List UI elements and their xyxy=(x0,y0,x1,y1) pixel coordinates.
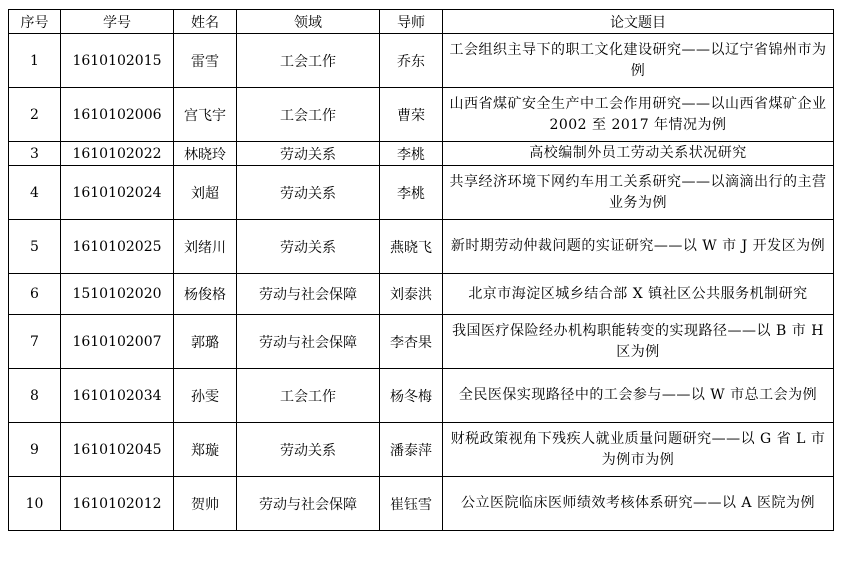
cell-field: 工会工作 xyxy=(237,88,380,142)
header-index: 序号 xyxy=(9,10,61,34)
thesis-table xyxy=(8,9,834,531)
cell-advisor: 杨冬梅 xyxy=(380,369,443,423)
header-title: 论文题目 xyxy=(443,10,834,34)
header-advisor: 导师 xyxy=(380,10,443,34)
cell-title: 新时期劳动仲裁问题的实证研究——以 W 市 J 开发区为例 xyxy=(443,220,834,274)
cell-index: 10 xyxy=(9,477,61,531)
table-row xyxy=(9,423,834,477)
header-name: 姓名 xyxy=(174,10,237,34)
cell-field: 劳动与社会保障 xyxy=(237,315,380,369)
cell-name: 孙雯 xyxy=(174,369,237,423)
cell-title: 工会组织主导下的职工文化建设研究——以辽宁省锦州市为例 xyxy=(443,34,834,88)
cell-title: 财税政策视角下残疾人就业质量问题研究——以 G 省 L 市为例市为例 xyxy=(443,423,834,477)
cell-title: 北京市海淀区城乡结合部 X 镇社区公共服务机制研究 xyxy=(443,274,834,315)
table-row xyxy=(9,142,834,166)
cell-index: 3 xyxy=(9,142,61,166)
cell-title: 我国医疗保险经办机构职能转变的实现路径——以 B 市 H 区为例 xyxy=(443,315,834,369)
cell-name: 刘绪川 xyxy=(174,220,237,274)
cell-student-id: 1610102006 xyxy=(61,88,174,142)
cell-name: 郑璇 xyxy=(174,423,237,477)
header-field: 领域 xyxy=(237,10,380,34)
cell-name: 宫飞宇 xyxy=(174,88,237,142)
cell-advisor: 乔东 xyxy=(380,34,443,88)
cell-student-id: 1610102025 xyxy=(61,220,174,274)
cell-index: 5 xyxy=(9,220,61,274)
cell-title: 高校编制外员工劳动关系状况研究 xyxy=(443,142,834,166)
cell-field: 劳动关系 xyxy=(237,423,380,477)
cell-student-id: 1610102015 xyxy=(61,34,174,88)
cell-index: 8 xyxy=(9,369,61,423)
cell-advisor: 崔钰雪 xyxy=(380,477,443,531)
cell-student-id: 1610102022 xyxy=(61,142,174,166)
cell-student-id: 1510102020 xyxy=(61,274,174,315)
cell-field: 劳动关系 xyxy=(237,220,380,274)
cell-name: 杨俊格 xyxy=(174,274,237,315)
cell-advisor: 潘泰萍 xyxy=(380,423,443,477)
cell-field: 劳动与社会保障 xyxy=(237,274,380,315)
cell-advisor: 曹荣 xyxy=(380,88,443,142)
cell-advisor: 李杏果 xyxy=(380,315,443,369)
cell-title: 公立医院临床医师绩效考核体系研究——以 A 医院为例 xyxy=(443,477,834,531)
cell-advisor: 燕晓飞 xyxy=(380,220,443,274)
cell-student-id: 1610102007 xyxy=(61,315,174,369)
cell-index: 1 xyxy=(9,34,61,88)
cell-advisor: 刘泰洪 xyxy=(380,274,443,315)
table-row xyxy=(9,34,834,88)
cell-index: 9 xyxy=(9,423,61,477)
cell-field: 工会工作 xyxy=(237,34,380,88)
cell-field: 工会工作 xyxy=(237,369,380,423)
cell-field: 劳动关系 xyxy=(237,142,380,166)
cell-name: 雷雪 xyxy=(174,34,237,88)
cell-name: 刘超 xyxy=(174,166,237,220)
cell-field: 劳动关系 xyxy=(237,166,380,220)
cell-name: 贺帅 xyxy=(174,477,237,531)
table-row xyxy=(9,477,834,531)
table-row xyxy=(9,274,834,315)
cell-advisor: 李桃 xyxy=(380,166,443,220)
cell-student-id: 1610102012 xyxy=(61,477,174,531)
cell-advisor: 李桃 xyxy=(380,142,443,166)
header-row xyxy=(9,10,834,34)
header-student-id: 学号 xyxy=(61,10,174,34)
cell-name: 林晓玲 xyxy=(174,142,237,166)
table-row xyxy=(9,220,834,274)
table-row xyxy=(9,315,834,369)
cell-title: 全民医保实现路径中的工会参与——以 W 市总工会为例 xyxy=(443,369,834,423)
cell-student-id: 1610102045 xyxy=(61,423,174,477)
table-row xyxy=(9,369,834,423)
table-row xyxy=(9,166,834,220)
table-row xyxy=(9,88,834,142)
cell-field: 劳动与社会保障 xyxy=(237,477,380,531)
cell-index: 4 xyxy=(9,166,61,220)
cell-index: 2 xyxy=(9,88,61,142)
cell-index: 7 xyxy=(9,315,61,369)
cell-title: 共享经济环境下网约车用工关系研究——以滴滴出行的主营业务为例 xyxy=(443,166,834,220)
cell-title: 山西省煤矿安全生产中工会作用研究——以山西省煤矿企业 2002 至 2017 年情况为例 xyxy=(443,88,834,142)
cell-student-id: 1610102024 xyxy=(61,166,174,220)
cell-name: 郭璐 xyxy=(174,315,237,369)
cell-student-id: 1610102034 xyxy=(61,369,174,423)
cell-index: 6 xyxy=(9,274,61,315)
